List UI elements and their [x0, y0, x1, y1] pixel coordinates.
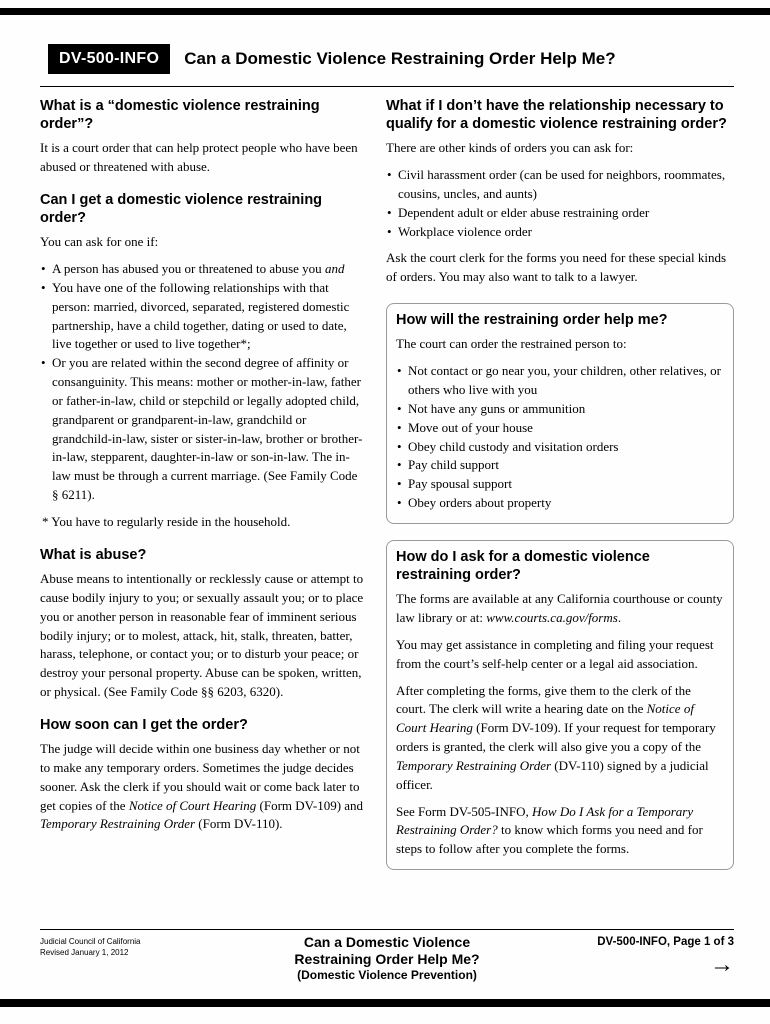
- italic-text-run: Notice of Court Hearing: [396, 701, 694, 736]
- italic-text-run: www.courts.ca.gov/forms: [486, 609, 618, 625]
- section: [40, 191, 364, 532]
- form-footer: [40, 929, 734, 982]
- text-run: You have one of the following relationships with that person: married, divorced, separated, registered domestic partnership, have a child together, dating or used to date, live together or used to live together*;: [52, 279, 350, 352]
- text-run: You may get assistance in completing and filing your request from the court’s self-help center or a legal aid association.: [396, 636, 714, 671]
- document-body: [40, 95, 734, 929]
- boxed-section: [386, 303, 734, 524]
- text-run: Civil harassment order (can be used for neighbors, roommates, cousins, uncles, and aunts): [398, 167, 726, 201]
- paragraph: [40, 570, 364, 702]
- bullet-item: [396, 438, 724, 457]
- bullet-item: [386, 166, 734, 204]
- text-run: The forms are available at any California courthouse or county law library or at:: [396, 591, 723, 625]
- bullet-item: [386, 204, 734, 223]
- text-run: The judge will decide within one business day whether or not to make any temporary orders. Sometimes the judge decides sooner. Ask the clerk if you should wait or come back later to get copies of the: [40, 741, 360, 813]
- paragraph: [40, 740, 364, 834]
- section: [40, 97, 364, 177]
- paragraph: [396, 590, 724, 628]
- text-run: See Form DV-505-INFO,: [396, 803, 533, 819]
- footer-revision-date: Revised January 1, 2012: [40, 947, 129, 957]
- section-heading: How soon can I get the order?: [40, 716, 248, 733]
- text-run: to know which forms you need and for steps to follow after you complete the forms.: [396, 822, 703, 857]
- text-run: * You have to regularly reside in the household.: [42, 514, 291, 529]
- italic-text-run: How Do I Ask for a Temporary Restraining Order?: [396, 803, 694, 838]
- bullet-item: [396, 494, 724, 513]
- italic-text-run: Temporary Restraining Order: [40, 816, 196, 832]
- section-heading: What is a “domestic violence restraining order”?: [40, 98, 320, 133]
- italic-text-run: and: [324, 261, 345, 277]
- text-run: Workplace violence order: [398, 223, 532, 239]
- text-run: (Form DV-110).: [195, 816, 283, 832]
- text-run: A person has abused you or threatened to abuse you: [52, 261, 325, 277]
- text-run: After completing the forms, give them to the clerk of the court. The clerk will write a hearing date on the: [396, 682, 691, 717]
- bullet-item: [386, 223, 734, 242]
- text-run: The court can order the restrained person to:: [396, 336, 627, 352]
- footer-form-ref: DV-500-INFO, Page 1 of 3: [597, 936, 734, 948]
- section-heading: How will the restraining order help me?: [396, 312, 668, 329]
- right-column: [386, 95, 734, 929]
- bullet-item: [396, 362, 724, 400]
- left-column: [40, 95, 364, 929]
- footer-title-line3: (Domestic Violence Prevention): [297, 967, 477, 982]
- text-run: There are other kinds of orders you can ask for:: [386, 140, 634, 156]
- footer-title-block: [215, 934, 559, 982]
- text-run: It is a court order that can help protect people who have been abused or threatened with abuse.: [40, 140, 358, 175]
- text-run: (Form DV-109) and: [256, 797, 364, 813]
- bullet-item: [40, 279, 364, 354]
- footer-org-line1: Judicial Council of California: [40, 937, 141, 946]
- footer-divider: [40, 929, 734, 930]
- footer-row: [40, 934, 734, 982]
- italic-text-run: Temporary Restraining Order: [396, 757, 552, 773]
- paragraph: [396, 335, 724, 354]
- text-run: Move out of your house: [408, 419, 533, 435]
- text-run: Abuse means to intentionally or recklessly cause or attempt to cause bodily injury to you; or sexually assault you; or to place you or another person in reasonable fear of imminent serious bodily injury; or to molest, attack, hit, stalk, threaten, batter, harass, telephone, or contact you; or to disturb your peace; or destroy your personal property. Abuse can be spoken, written, or physical. (See Family Code §§ 6203, 6320).: [40, 570, 364, 700]
- bullet-list: [386, 166, 734, 241]
- footer-title-line1: Can a Domestic Violence: [303, 934, 471, 950]
- text-run: Pay spousal support: [408, 476, 512, 492]
- paragraph: [386, 249, 734, 287]
- bullet-item: [396, 400, 724, 419]
- text-run: (DV-110) signed by a judicial officer.: [396, 757, 709, 792]
- form-title: Can a Domestic Violence Restraining Order Help Me?: [184, 49, 616, 68]
- section: [40, 546, 364, 702]
- section-heading: What if I don’t have the relationship necessary to qualify for a domestic violence restraining order?: [386, 98, 727, 133]
- bullet-item: [396, 475, 724, 494]
- text-run: Not have any guns or ammunition: [408, 400, 586, 416]
- italic-text-run: Notice of Court Hearing: [128, 797, 257, 813]
- page-edge-bottom-bar: [0, 999, 770, 1007]
- form-header: [48, 44, 730, 74]
- bullet-list: [40, 260, 364, 505]
- footer-org-block: [40, 934, 215, 959]
- paragraph: [396, 803, 724, 860]
- bullet-item: [396, 419, 724, 438]
- paragraph: [40, 139, 364, 177]
- text-run: Obey child custody and visitation orders: [408, 438, 619, 454]
- paragraph: [396, 636, 724, 674]
- text-run: Not contact or go near you, your children, other relatives, or others who live with you: [408, 363, 721, 397]
- boxed-section: [386, 540, 734, 870]
- text-run: .: [617, 609, 622, 625]
- text-run: (Form DV-109). If your request for temporary orders is granted, the clerk will also give you a copy of the: [396, 720, 716, 755]
- form-number-badge: DV-500-INFO: [48, 44, 170, 74]
- footnote: [40, 513, 364, 532]
- bullet-item: [40, 354, 364, 505]
- text-run: Or you are related within the second degree of affinity or consanguinity. This means: mother or mother-in-law, father or father-in-law, child or stepchild or legally adopted child, grandparent or grandparent-in-law, grandchild or grandchild-in-law, sister or sister-in-law, brother or brother-in-law, stepparent, daughter-in-law or son-in-law. The in-law must be through a current marriage. (See Family Code § 6211).: [52, 355, 363, 503]
- text-run: Dependent adult or elder abuse restraining order: [398, 204, 650, 220]
- header-divider: [40, 86, 734, 87]
- bullet-list: [396, 362, 724, 513]
- bullet-item: [396, 456, 724, 475]
- section-heading: What is abuse?: [40, 546, 147, 563]
- section: [386, 97, 734, 287]
- continue-arrow-icon: →: [710, 951, 734, 978]
- paragraph: [386, 139, 734, 158]
- footer-title-line2: Restraining Order Help Me?: [294, 950, 480, 967]
- text-run: You can ask for one if:: [40, 234, 159, 250]
- section-heading: Can I get a domestic violence restraining order?: [40, 191, 323, 227]
- text-run: Ask the court clerk for the forms you need for these special kinds of orders. You may also want to talk to a lawyer.: [386, 250, 727, 285]
- section: [40, 716, 364, 834]
- text-run: Obey orders about property: [408, 495, 552, 511]
- page-edge-top-bar: [0, 8, 770, 15]
- paragraph: [396, 682, 724, 795]
- text-run: Pay child support: [408, 457, 499, 473]
- section-heading: How do I ask for a domestic violence restraining order?: [396, 548, 650, 583]
- footer-page-ref-block: [559, 934, 734, 977]
- bullet-item: [40, 260, 364, 279]
- paragraph: [40, 233, 364, 252]
